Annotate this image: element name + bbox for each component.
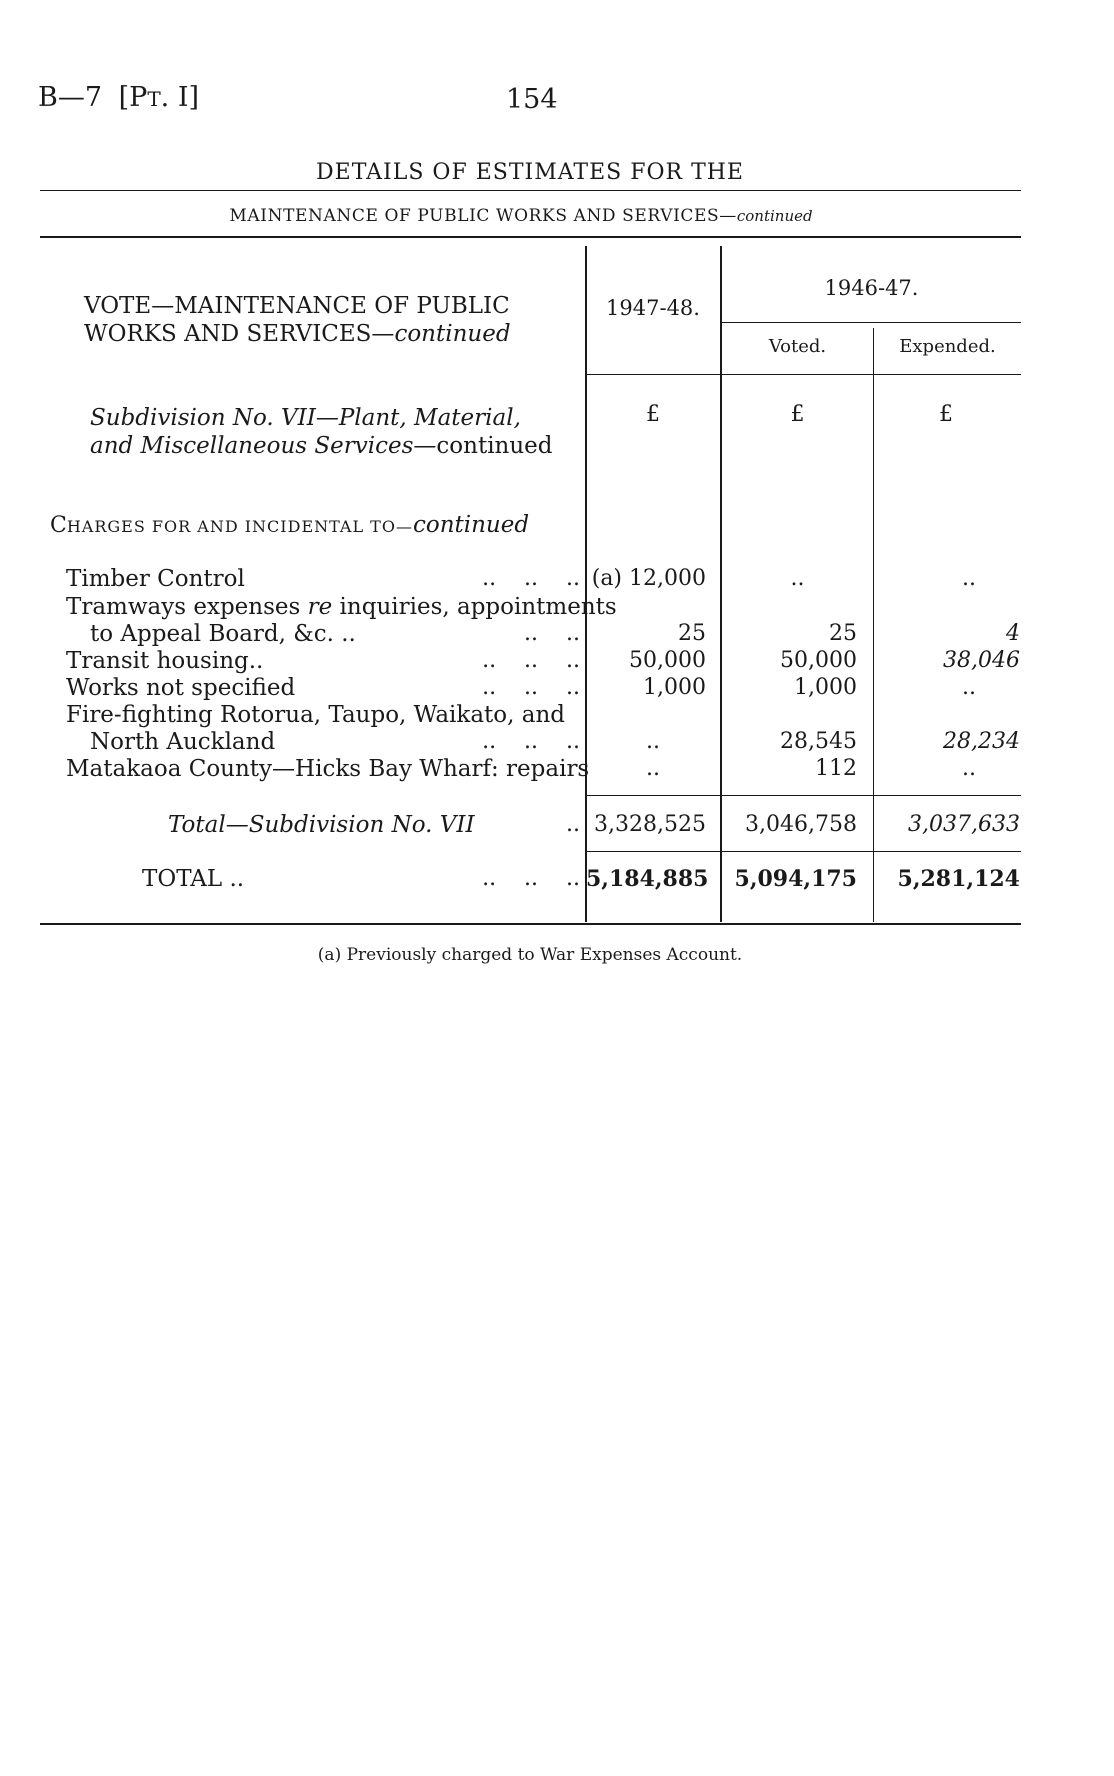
row-estimate: 50,000 [629, 648, 706, 673]
row-label: Transit housing.. [66, 648, 264, 674]
page-number: 154 [506, 84, 558, 115]
page-title: DETAILS OF ESTIMATES FOR THE [316, 160, 744, 185]
row-label: to Appeal Board, &c. .. [90, 621, 356, 647]
subtitle-rule [40, 236, 1021, 238]
subtotal-estimate: 3,328,525 [594, 812, 706, 837]
row-expended: 38,046 [943, 648, 1020, 673]
row-label: Timber Control [66, 566, 245, 592]
subtotal-voted: 3,046,758 [745, 812, 857, 837]
row-voted: 28,545 [780, 729, 857, 754]
subtotal-rule [586, 795, 1021, 796]
row-expended: .. [962, 675, 976, 700]
currency-expended: £ [939, 402, 953, 427]
row-estimate: .. [646, 756, 660, 781]
header-rule [586, 374, 1021, 375]
row-label: North Auckland [90, 729, 276, 755]
vote-title: VOTE—MAINTENANCE OF PUBLIC WORKS AND SERVICES—continued [84, 293, 511, 347]
subdivision-heading: Subdivision No. VII—Plant, Material, and Miscellaneous Services—continued [90, 405, 553, 459]
total-expended: 5,281,124 [897, 866, 1020, 892]
row-estimate: .. [646, 729, 660, 754]
column-header-voted: Voted. [768, 336, 827, 357]
title-rule [40, 190, 1021, 191]
row-expended: .. [962, 756, 976, 781]
row-leaders: .. .. .. [482, 729, 580, 754]
row-voted: 25 [829, 621, 857, 646]
total-voted: 5,094,175 [734, 866, 857, 892]
subtotal-label: Total—Subdivision No. VII [168, 812, 475, 838]
total-leaders: .. .. .. [482, 866, 580, 891]
ref-part-open: [P [118, 82, 148, 113]
currency-voted: £ [790, 402, 805, 427]
bottom-rule [40, 923, 1021, 925]
row-leaders: .. .. .. [482, 566, 580, 591]
total-rule [586, 851, 1021, 852]
subtotal-leaders: .. [566, 812, 580, 837]
row-label: Matakaoa County—Hicks Bay Wharf: repairs [66, 756, 590, 782]
subtotal-expended: 3,037,633 [908, 812, 1020, 837]
row-estimate: 1,000 [643, 675, 706, 700]
column-header-1946-47: 1946-47. [824, 276, 919, 300]
page-subtitle: MAINTENANCE OF PUBLIC WORKS AND SERVICES—continued [229, 206, 813, 226]
row-estimate: (a) 12,000 [591, 566, 706, 591]
row-voted: 112 [815, 756, 857, 781]
total-estimate: 5,184,885 [586, 866, 709, 892]
year-rule [722, 322, 1021, 323]
row-expended: 4 [1006, 621, 1020, 646]
charges-heading: CHARGES FOR AND INCIDENTAL TO—continued [50, 512, 530, 538]
row-voted: 1,000 [794, 675, 857, 700]
row-expended: 28,234 [943, 729, 1020, 754]
row-label: Fire-fighting Rotorua, Taupo, Waikato, and [66, 702, 566, 728]
column-header-expended: Expended. [899, 336, 996, 357]
row-voted: .. [790, 566, 805, 591]
currency-1947-48: £ [646, 402, 660, 427]
row-voted: 50,000 [780, 648, 857, 673]
row-expended: .. [962, 566, 976, 591]
row-label: Tramways expenses re inquiries, appointments [66, 594, 617, 620]
ref-main: B—7 [38, 82, 103, 113]
row-leaders: .. .. .. [482, 648, 580, 673]
ref-part-small: T [147, 87, 161, 111]
page-reference [38, 82, 199, 113]
row-leaders: .. .. .. [482, 675, 580, 700]
row-label: Works not specified [66, 675, 296, 701]
ref-part-close: . I] [160, 82, 200, 113]
row-estimate: 25 [678, 621, 706, 646]
row-leaders: .. .. [524, 621, 580, 646]
footnote: (a) Previously charged to War Expenses Account. [317, 945, 743, 965]
total-label: TOTAL .. [142, 866, 245, 892]
column-header-1947-48: 1947-48. [606, 296, 700, 320]
